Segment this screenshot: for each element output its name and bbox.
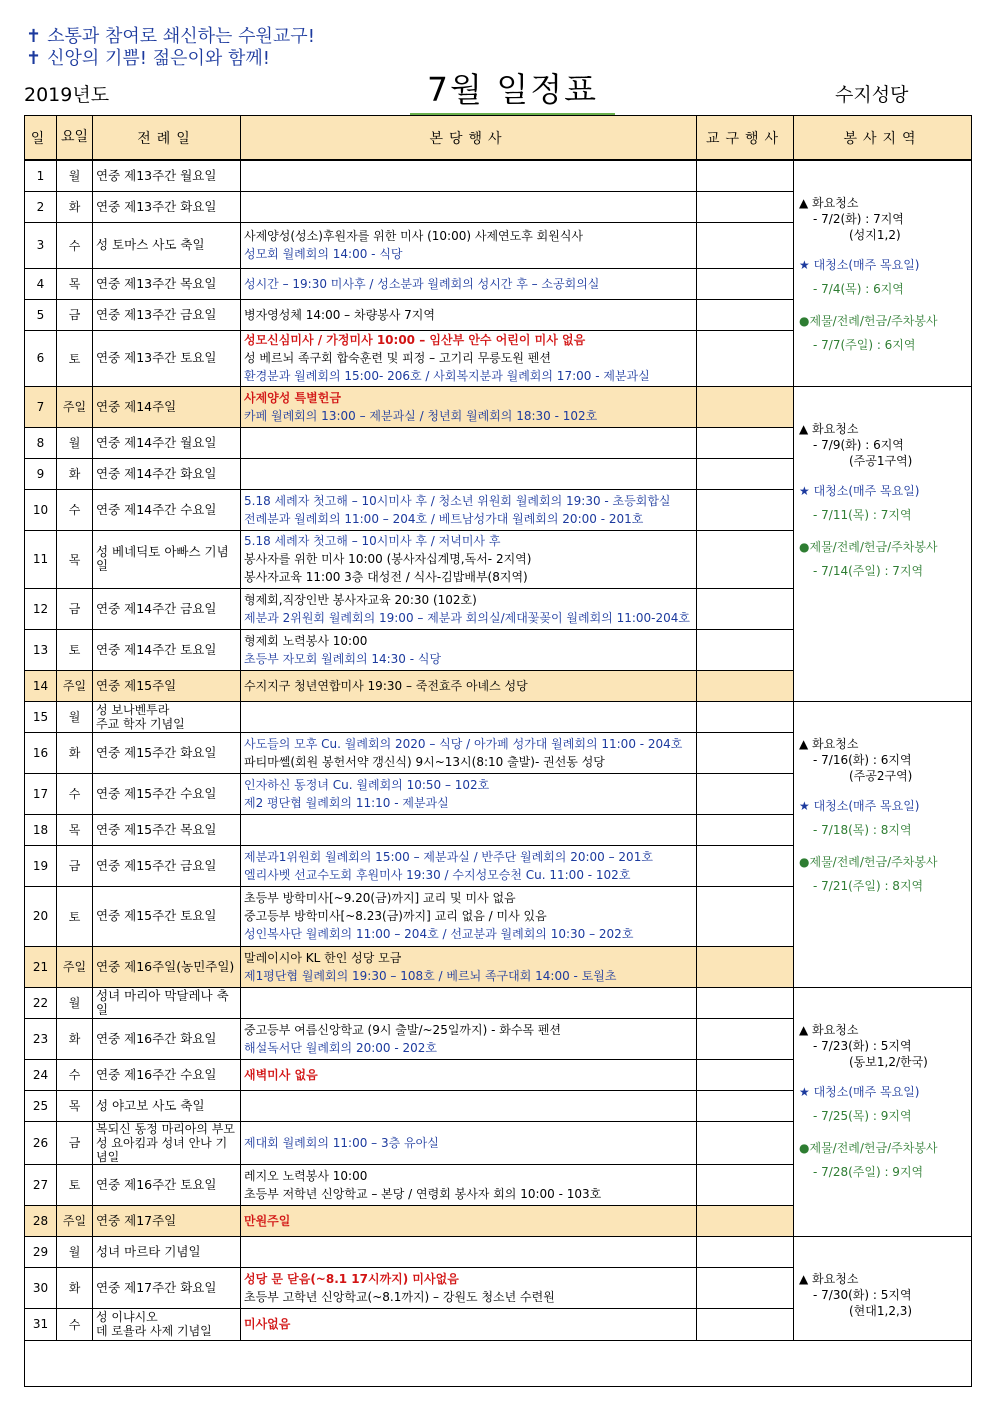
empty-footer-cell — [25, 1340, 972, 1386]
liturgy-cell — [93, 886, 241, 946]
parish-events-cell — [241, 1236, 697, 1267]
liturgy-text: 연중 제15주간 목요일 — [96, 821, 217, 837]
event-line: 초등부 고학년 신앙학교(~8.1까지) – 강원도 청소년 수련원 — [244, 1289, 555, 1304]
day-cell: 7 — [25, 386, 57, 427]
event-line: 수지지구 청년연합미사 19:30 – 죽전효주 아녜스 성당 — [244, 678, 528, 693]
weekday-cell: 주일 — [57, 1205, 93, 1236]
liturgy-text: 데 로욜라 사제 기념일 — [96, 1324, 212, 1338]
day-cell: 28 — [25, 1205, 57, 1236]
liturgy-text: 연중 제13주간 월요일 — [96, 167, 217, 183]
col-diocese-events: 교구행사 — [697, 116, 794, 161]
liturgy-cell — [93, 458, 241, 489]
diocese-events-cell — [697, 1090, 794, 1121]
day-cell: 25 — [25, 1090, 57, 1121]
weekday-cell: 주일 — [57, 670, 93, 701]
weekday-cell: 화 — [57, 458, 93, 489]
liturgy-text: 성 토마스 사도 축일 — [96, 237, 205, 252]
event-line: 사도들의 모후 Cu. 월례회의 2020 – 식당 / 아가페 성가대 월례회의 11:00 - 204호 — [244, 736, 683, 751]
event-line: 초등부 자모회 월례회의 14:30 - 식당 — [244, 651, 442, 666]
day-cell: 8 — [25, 427, 57, 458]
liturgy-text: 연중 제15주간 금요일 — [96, 857, 217, 873]
weekday-cell: 월 — [57, 701, 93, 732]
liturgy-text: 연중 제13주간 목요일 — [96, 275, 217, 291]
event-line: 중고등부 방학미사[~8.23(금)까지] 교리 없음 / 미사 있음 — [244, 909, 547, 923]
day-cell: 17 — [25, 773, 57, 814]
event-line: 환경분과 월례회의 15:00- 206호 / 사회복지분과 월례회의 17:00 - 제분과실 — [244, 369, 650, 383]
liturgy-cell — [93, 1121, 241, 1164]
table-row — [25, 386, 972, 427]
service-area-block — [797, 161, 968, 353]
weekday-cell: 목 — [57, 814, 93, 845]
service-area-cell — [794, 987, 972, 1236]
day-cell: 19 — [25, 845, 57, 886]
liturgy-cell — [93, 1267, 241, 1308]
big-cleaning-detail: - 7/4(목) : 6지역 — [813, 282, 904, 296]
event-line: 봉사자교육 11:00 3층 대성전 / 식사-김밥배부(8지역) — [244, 570, 528, 584]
liturgy-cell — [93, 1164, 241, 1205]
diocese-events-cell — [697, 814, 794, 845]
service-area-cell — [794, 701, 972, 987]
liturgy-text: 연중 제13주간 금요일 — [96, 306, 217, 322]
day-cell: 3 — [25, 222, 57, 268]
table-header-row — [25, 116, 972, 161]
liturgy-text: 연중 제13주간 화요일 — [96, 198, 217, 214]
liturgy-cell — [93, 1090, 241, 1121]
diocese-events-cell — [697, 732, 794, 773]
liturgy-cell — [93, 222, 241, 268]
event-line: 파티마쎌(회원 봉헌서약 갱신식) 9시~13시(8:10 출발)- 권선동 성당 — [244, 754, 605, 769]
liturgy-text: 연중 제14주간 화요일 — [96, 465, 217, 481]
misc-service-detail: - 7/14(주일) : 7지역 — [813, 563, 924, 578]
diocese-events-cell — [697, 886, 794, 946]
diocese-events-cell — [697, 773, 794, 814]
liturgy-text: 연중 제15주간 토요일 — [96, 908, 217, 923]
event-line: 형제회 노력봉사 10:00 — [244, 633, 368, 648]
liturgy-cell — [93, 987, 241, 1018]
liturgy-text: 연중 제16주일(농민주일) — [96, 958, 235, 974]
table-footer-row — [25, 1340, 972, 1386]
parish-events-cell — [241, 191, 697, 222]
diocese-events-cell — [697, 530, 794, 588]
day-cell: 11 — [25, 530, 57, 588]
event-line: 성 베르뇌 족구회 합숙훈련 및 피정 – 고기리 무릉도원 펜션 — [244, 351, 551, 365]
col-day: 일 — [25, 116, 57, 161]
liturgy-text: 연중 제15주간 화요일 — [96, 744, 217, 760]
liturgy-cell — [93, 946, 241, 987]
diocese-events-cell — [697, 427, 794, 458]
diocese-events-cell — [697, 268, 794, 299]
weekday-cell: 수 — [57, 1308, 93, 1340]
day-cell: 22 — [25, 987, 57, 1018]
tuesday-cleaning-label: ▲ 화요청소 — [799, 196, 859, 210]
event-line: 성모신심미사 / 가정미사 10:00 – 임산부 안수 어린이 미사 없음 — [244, 333, 586, 347]
day-cell: 12 — [25, 588, 57, 629]
big-cleaning-label: ★ 대청소(매주 목요일) — [799, 483, 920, 498]
weekday-cell: 화 — [57, 1018, 93, 1059]
liturgy-text: 성 요아킴과 성녀 안나 기념일 — [96, 1135, 228, 1164]
event-line: 말레이시아 KL 한인 성당 모금 — [244, 950, 402, 965]
event-line: 성모회 월례회의 14:00 - 식당 — [244, 247, 403, 261]
big-cleaning-label: ★ 대청소(매주 목요일) — [799, 258, 920, 272]
tuesday-cleaning-detail: - 7/23(화) : 5지역 — [813, 1038, 912, 1053]
diocese-events-cell — [697, 670, 794, 701]
service-area-block — [797, 988, 968, 1180]
tuesday-cleaning-detail: - 7/30(화) : 5지역 — [813, 1287, 912, 1302]
tuesday-cleaning-area: (주공1구역) — [849, 453, 913, 468]
event-line: 미사없음 — [244, 1317, 291, 1331]
weekday-cell: 토 — [57, 330, 93, 386]
col-liturgy: 전례일 — [93, 116, 241, 161]
day-cell: 31 — [25, 1308, 57, 1340]
diocese-events-cell — [697, 1236, 794, 1267]
table-row — [25, 701, 972, 732]
service-area-cell — [794, 160, 972, 386]
page-title: 7월 일정표 — [410, 64, 615, 115]
liturgy-cell — [93, 1059, 241, 1090]
event-line: 성당 문 닫음(~8.1 17시까지) 미사없음 — [244, 1271, 459, 1286]
weekday-cell: 금 — [57, 845, 93, 886]
motto-line-2: ✝ 신앙의 기쁨! 젊은이와 함께! — [26, 48, 270, 69]
weekday-cell: 월 — [57, 427, 93, 458]
weekday-cell: 목 — [57, 530, 93, 588]
liturgy-text: 복되신 동정 마리아의 부모 — [96, 1121, 235, 1136]
parish-events-cell — [241, 1090, 697, 1121]
parish-events-cell — [241, 299, 697, 330]
event-line: 제분과1위원회 월례회의 15:00 – 제분과실 / 반주단 월례회의 20:00 – 201호 — [244, 849, 653, 864]
service-area-cell — [794, 386, 972, 701]
day-cell: 18 — [25, 814, 57, 845]
liturgy-cell — [93, 588, 241, 629]
event-line: 제분과 2위원회 월례회의 19:00 – 제분과 회의실/제대꽃꽂이 월례회의 11:00-204호 — [244, 610, 690, 625]
service-area-block — [797, 702, 968, 894]
parish-events-cell — [241, 222, 697, 268]
tuesday-cleaning-area: (현대1,2,3) — [849, 1303, 913, 1318]
weekday-cell: 금 — [57, 588, 93, 629]
parish-events-cell — [241, 732, 697, 773]
day-cell: 10 — [25, 489, 57, 530]
event-line: 중고등부 여름신앙학교 (9시 출발/~25일까지) - 화수목 펜션 — [244, 1022, 562, 1037]
event-line: 병자영성체 14:00 – 차량봉사 7지역 — [244, 307, 435, 322]
liturgy-text: 성녀 마리아 막달레나 축일 — [96, 987, 229, 1017]
weekday-cell: 금 — [57, 299, 93, 330]
weekday-cell: 수 — [57, 489, 93, 530]
liturgy-text: 연중 제16주간 토요일 — [96, 1176, 217, 1192]
day-cell: 9 — [25, 458, 57, 489]
liturgy-text: 성녀 마르타 기념일 — [96, 1243, 201, 1259]
liturgy-cell — [93, 845, 241, 886]
diocese-events-cell — [697, 191, 794, 222]
event-line: 제대회 월례회의 11:00 – 3층 유아실 — [244, 1135, 439, 1150]
table-row — [25, 1236, 972, 1267]
col-service-area: 봉사지역 — [794, 116, 972, 161]
big-cleaning-label: ★ 대청소(매주 목요일) — [799, 1084, 920, 1099]
liturgy-text: 성 베네딕토 아빠스 기념일 — [96, 544, 229, 573]
parish-events-cell — [241, 1121, 697, 1164]
tuesday-cleaning-label: ▲ 화요청소 — [799, 1022, 859, 1037]
liturgy-cell — [93, 670, 241, 701]
liturgy-text: 연중 제14주간 토요일 — [96, 641, 217, 657]
liturgy-text: 연중 제16주간 화요일 — [96, 1030, 217, 1046]
event-line: 5.18 세례자 첫고해 – 10시미사 후 / 저녁미사 후 — [244, 534, 501, 548]
tuesday-cleaning-area: (주공2구역) — [849, 768, 913, 783]
event-line: 전례분과 월례회의 11:00 – 204호 / 베트남성가대 월례회의 20:00 - 201호 — [244, 511, 644, 526]
event-line: 성인복사단 월례회의 11:00 – 204호 / 선교분과 월례회의 10:30 – 202호 — [244, 927, 634, 941]
diocese-events-cell — [697, 160, 794, 191]
tuesday-cleaning-detail: - 7/9(화) : 6지역 — [813, 437, 904, 452]
weekday-cell: 주일 — [57, 386, 93, 427]
liturgy-text: 성 이냐시오 — [96, 1310, 158, 1324]
liturgy-cell — [93, 299, 241, 330]
parish-events-cell — [241, 458, 697, 489]
service-area-cell — [794, 1236, 972, 1340]
day-cell: 15 — [25, 701, 57, 732]
liturgy-text: 연중 제17주일 — [96, 1212, 177, 1228]
liturgy-cell — [93, 160, 241, 191]
day-cell: 20 — [25, 886, 57, 946]
day-cell: 30 — [25, 1267, 57, 1308]
tuesday-cleaning-label: ▲ 화요청소 — [799, 421, 859, 436]
parish-events-cell — [241, 1164, 697, 1205]
weekday-cell: 수 — [57, 222, 93, 268]
liturgy-text: 연중 제16주간 수요일 — [96, 1066, 217, 1082]
event-line: 성시간 – 19:30 미사후 / 성소분과 월례회의 성시간 후 – 소공회의실 — [244, 276, 600, 291]
weekday-cell: 화 — [57, 1267, 93, 1308]
parish-events-cell — [241, 670, 697, 701]
misc-service-label: ●제물/전례/헌금/주차봉사 — [799, 854, 938, 869]
day-cell: 16 — [25, 732, 57, 773]
parish-events-cell — [241, 489, 697, 530]
event-line: 새벽미사 없음 — [244, 1067, 318, 1082]
liturgy-text: 연중 제17주간 화요일 — [96, 1279, 217, 1295]
diocese-events-cell — [697, 1059, 794, 1090]
diocese-events-cell — [697, 330, 794, 386]
diocese-events-cell — [697, 458, 794, 489]
liturgy-text: 연중 제14주간 금요일 — [96, 600, 217, 616]
year-label: 2019년도 — [24, 84, 110, 106]
diocese-events-cell — [697, 1205, 794, 1236]
day-cell: 23 — [25, 1018, 57, 1059]
parish-events-cell — [241, 1267, 697, 1308]
event-line: 만원주일 — [244, 1213, 291, 1228]
table-row — [25, 160, 972, 191]
event-line: 사제양성 특별헌금 — [244, 390, 341, 405]
liturgy-text: 연중 제15주간 수요일 — [96, 785, 217, 801]
tuesday-cleaning-label: ▲ 화요청소 — [799, 1271, 859, 1286]
tuesday-cleaning-label: ▲ 화요청소 — [799, 736, 859, 751]
weekday-cell: 금 — [57, 1121, 93, 1164]
liturgy-cell — [93, 530, 241, 588]
tuesday-cleaning-area: (동보1,2/한국) — [849, 1054, 928, 1069]
event-line: 인자하신 동정녀 Cu. 월례회의 10:50 – 102호 — [244, 777, 490, 792]
event-line: 엘리사벳 선교수도회 후원미사 19:30 / 수지성모승천 Cu. 11:00 - 102호 — [244, 867, 631, 882]
liturgy-text: 연중 제13주간 토요일 — [96, 350, 217, 365]
parish-events-cell — [241, 530, 697, 588]
weekday-cell: 월 — [57, 987, 93, 1018]
parish-events-cell — [241, 773, 697, 814]
weekday-cell: 목 — [57, 268, 93, 299]
liturgy-cell — [93, 814, 241, 845]
day-cell: 5 — [25, 299, 57, 330]
big-cleaning-label: ★ 대청소(매주 목요일) — [799, 798, 920, 813]
parish-events-cell — [241, 701, 697, 732]
parish-events-cell — [241, 160, 697, 191]
parish-events-cell — [241, 330, 697, 386]
event-line: 제2 평단협 월례회의 11:10 - 제분과실 — [244, 795, 449, 810]
liturgy-cell — [93, 701, 241, 732]
day-cell: 21 — [25, 946, 57, 987]
event-line: 5.18 세례자 첫고해 – 10시미사 후 / 청소년 위원회 월례회의 19:30 - 초등회합실 — [244, 493, 671, 508]
day-cell: 27 — [25, 1164, 57, 1205]
liturgy-cell — [93, 268, 241, 299]
event-line: 초등부 방학미사[~9.20(금)까지] 교리 및 미사 없음 — [244, 891, 516, 905]
tuesday-cleaning-detail: - 7/16(화) : 6지역 — [813, 752, 912, 767]
liturgy-cell — [93, 427, 241, 458]
parish-events-cell — [241, 588, 697, 629]
big-cleaning-detail: - 7/11(목) : 7지역 — [813, 507, 912, 522]
diocese-events-cell — [697, 588, 794, 629]
weekday-cell: 토 — [57, 629, 93, 670]
misc-service-detail: - 7/21(주일) : 8지역 — [813, 878, 924, 893]
parish-events-cell — [241, 946, 697, 987]
diocese-events-cell — [697, 1121, 794, 1164]
event-line: 카페 월례회의 13:00 – 제분과실 / 청년회 월례회의 18:30 - 102호 — [244, 408, 598, 423]
day-cell: 1 — [25, 160, 57, 191]
liturgy-cell — [93, 1018, 241, 1059]
parish-events-cell — [241, 1308, 697, 1340]
liturgy-cell — [93, 1236, 241, 1267]
parish-events-cell — [241, 629, 697, 670]
liturgy-text: 연중 제14주간 수요일 — [96, 501, 217, 517]
liturgy-text: 성 보나벤투라 — [96, 702, 170, 717]
day-cell: 14 — [25, 670, 57, 701]
parish-events-cell — [241, 814, 697, 845]
liturgy-cell — [93, 386, 241, 427]
diocese-events-cell — [697, 1267, 794, 1308]
weekday-cell: 월 — [57, 160, 93, 191]
col-weekday: 요일 — [57, 116, 93, 161]
misc-service-label: ●제물/전례/헌금/주차봉사 — [799, 1140, 938, 1155]
tuesday-cleaning-detail: - 7/2(화) : 7지역 — [813, 212, 904, 226]
event-line: 사제양성(성소)후원자를 위한 미사 (10:00) 사제연도후 회원식사 — [244, 229, 583, 243]
event-line: 봉사자를 위한 미사 10:00 (봉사자십계명,독서- 2지역) — [244, 552, 532, 566]
motto-line-1: ✝ 소통과 참여로 쇄신하는 수원교구! — [26, 26, 315, 47]
parish-events-cell — [241, 886, 697, 946]
day-cell: 13 — [25, 629, 57, 670]
schedule-table — [24, 115, 972, 1387]
col-parish-events: 본당행사 — [241, 116, 697, 161]
cross-icon: ✝ — [26, 26, 42, 47]
liturgy-text: 연중 제14주일 — [96, 398, 177, 414]
diocese-events-cell — [697, 946, 794, 987]
parish-events-cell — [241, 845, 697, 886]
event-line: 초등부 저학년 신앙학교 – 본당 / 연령회 봉사자 회의 10:00 - 103호 — [244, 1186, 602, 1201]
diocese-events-cell — [697, 701, 794, 732]
diocese-events-cell — [697, 845, 794, 886]
liturgy-text: 성 야고보 사도 축일 — [96, 1097, 205, 1113]
diocese-events-cell — [697, 489, 794, 530]
service-area-block — [797, 1237, 968, 1319]
weekday-cell: 토 — [57, 1164, 93, 1205]
table-row — [25, 987, 972, 1018]
weekday-cell: 월 — [57, 1236, 93, 1267]
event-line: 해설독서단 월례회의 20:00 - 202호 — [244, 1040, 437, 1055]
parish-events-cell — [241, 427, 697, 458]
parish-events-cell — [241, 386, 697, 427]
misc-service-label: ●제물/전례/헌금/주차봉사 — [799, 539, 938, 554]
day-cell: 2 — [25, 191, 57, 222]
parish-events-cell — [241, 268, 697, 299]
diocese-events-cell — [697, 1018, 794, 1059]
diocese-events-cell — [697, 386, 794, 427]
parish-events-cell — [241, 1018, 697, 1059]
parish-events-cell — [241, 1059, 697, 1090]
parish-name: 수지성당 — [835, 84, 909, 106]
liturgy-cell — [93, 629, 241, 670]
diocese-events-cell — [697, 222, 794, 268]
tuesday-cleaning-area: (성지1,2) — [849, 228, 901, 242]
liturgy-cell — [93, 1205, 241, 1236]
day-cell: 26 — [25, 1121, 57, 1164]
diocese-events-cell — [697, 629, 794, 670]
liturgy-cell — [93, 732, 241, 773]
diocese-events-cell — [697, 1308, 794, 1340]
weekday-cell: 주일 — [57, 946, 93, 987]
diocese-events-cell — [697, 1164, 794, 1205]
liturgy-text: 연중 제15주일 — [96, 677, 177, 693]
day-cell: 24 — [25, 1059, 57, 1090]
weekday-cell: 목 — [57, 1090, 93, 1121]
service-area-block — [797, 387, 968, 579]
day-cell: 4 — [25, 268, 57, 299]
parish-events-cell — [241, 1205, 697, 1236]
big-cleaning-detail: - 7/25(목) : 9지역 — [813, 1108, 912, 1123]
liturgy-cell — [93, 1308, 241, 1340]
liturgy-text: 주교 학자 기념일 — [96, 716, 185, 731]
weekday-cell: 화 — [57, 732, 93, 773]
misc-service-detail: - 7/28(주일) : 9지역 — [813, 1164, 924, 1179]
misc-service-label: ●제물/전례/헌금/주차봉사 — [799, 314, 938, 328]
weekday-cell: 수 — [57, 1059, 93, 1090]
weekday-cell: 토 — [57, 886, 93, 946]
diocese-events-cell — [697, 299, 794, 330]
event-line: 제1평단협 월례회의 19:30 – 108호 / 베르뇌 족구대회 14:00 - 토월초 — [244, 968, 617, 983]
day-cell: 29 — [25, 1236, 57, 1267]
liturgy-cell — [93, 191, 241, 222]
liturgy-cell — [93, 489, 241, 530]
event-line: 레지오 노력봉사 10:00 — [244, 1168, 368, 1183]
event-line: 형제회,직장인반 봉사자교육 20:30 (102호) — [244, 592, 477, 607]
day-cell: 6 — [25, 330, 57, 386]
liturgy-cell — [93, 773, 241, 814]
liturgy-text: 연중 제14주간 월요일 — [96, 434, 217, 450]
big-cleaning-detail: - 7/18(목) : 8지역 — [813, 822, 912, 837]
diocese-events-cell — [697, 987, 794, 1018]
weekday-cell: 화 — [57, 191, 93, 222]
liturgy-cell — [93, 330, 241, 386]
parish-events-cell — [241, 987, 697, 1018]
weekday-cell: 수 — [57, 773, 93, 814]
misc-service-detail: - 7/7(주일) : 6지역 — [813, 338, 916, 352]
cross-icon: ✝ — [26, 48, 42, 69]
